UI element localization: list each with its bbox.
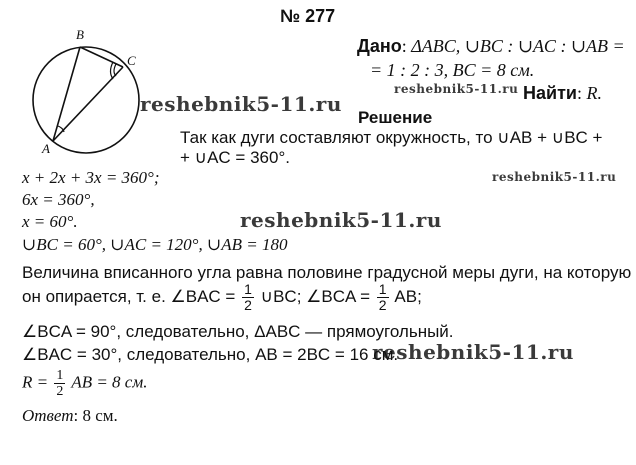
problem-number: № 277 bbox=[280, 6, 336, 26]
line5-a: R = bbox=[22, 372, 49, 392]
watermark: reshebnik5-11.ru bbox=[492, 170, 617, 184]
answer-value: : 8 см. bbox=[73, 406, 118, 425]
line5-b: AB = 8 см. bbox=[71, 372, 148, 392]
fraction-half: $\frac{1}{2}$ bbox=[56, 368, 64, 399]
watermark: reshebnik5-11.ru bbox=[394, 82, 519, 96]
explanation-line-2 bbox=[22, 282, 422, 313]
point-c-label: C bbox=[127, 53, 136, 68]
circle-figure bbox=[20, 20, 155, 155]
find-label: Найти bbox=[523, 83, 577, 103]
fraction-half: $\frac{1}{2}$ bbox=[378, 281, 387, 313]
find-line: Найти: R. bbox=[523, 83, 602, 103]
given-label: Дано bbox=[357, 36, 402, 56]
arc-values: ∪BC = 60°, ∪AC = 120°, ∪AB = 180 bbox=[22, 235, 288, 254]
solution-heading: Решение bbox=[358, 108, 433, 127]
equation-1: x + 2x + 3x = 360°; bbox=[22, 168, 160, 187]
watermark: reshebnik5-11.ru bbox=[140, 92, 342, 116]
fraction-half: $\frac{1}{2}$ bbox=[244, 281, 252, 313]
answer-label: Ответ bbox=[22, 406, 74, 425]
text2-a: он опирается, т. е. ∠BAC = bbox=[22, 286, 236, 306]
point-a-label: A bbox=[42, 141, 50, 155]
radius-line bbox=[22, 368, 147, 399]
find-value: R. bbox=[586, 83, 602, 103]
angle-a-arc bbox=[58, 126, 64, 132]
solution-intro-2: + ∪AC = 360°. bbox=[180, 148, 290, 167]
given-line-1: Дано: ΔABC, ∪BC : ∪AC : ∪AB = bbox=[357, 36, 625, 56]
circle bbox=[33, 47, 139, 153]
watermark: reshebnik5-11.ru bbox=[372, 340, 574, 364]
text2-b: ∪BC; ∠BCA = bbox=[260, 286, 371, 306]
solution-intro-1: Так как дуги составляют окружность, то ∪AB + ∪BC + bbox=[180, 128, 603, 147]
point-b-label: B bbox=[76, 27, 84, 42]
text2-c: AB; bbox=[394, 286, 422, 306]
equation-3: x = 60°. bbox=[22, 212, 78, 231]
equation-2: 6x = 360°, bbox=[22, 190, 95, 209]
explanation-line-1: Величина вписанного угла равна половине градусной меры дуги, на которую bbox=[22, 263, 632, 282]
answer-line bbox=[22, 406, 118, 426]
angle-c-arc-2 bbox=[111, 62, 114, 79]
result-line-2: ∠BAC = 30°, следовательно, AB = 2BC = 16 см. bbox=[22, 345, 399, 364]
result-line-1: ∠BCA = 90°, следовательно, ΔABC — прямоугольный. bbox=[22, 322, 454, 341]
given-text-1: ΔABC, ∪BC : ∪AC : ∪AB = bbox=[411, 36, 625, 56]
given-line-2: = 1 : 2 : 3, BC = 8 см. bbox=[370, 60, 535, 80]
watermark: reshebnik5-11.ru bbox=[240, 208, 442, 232]
